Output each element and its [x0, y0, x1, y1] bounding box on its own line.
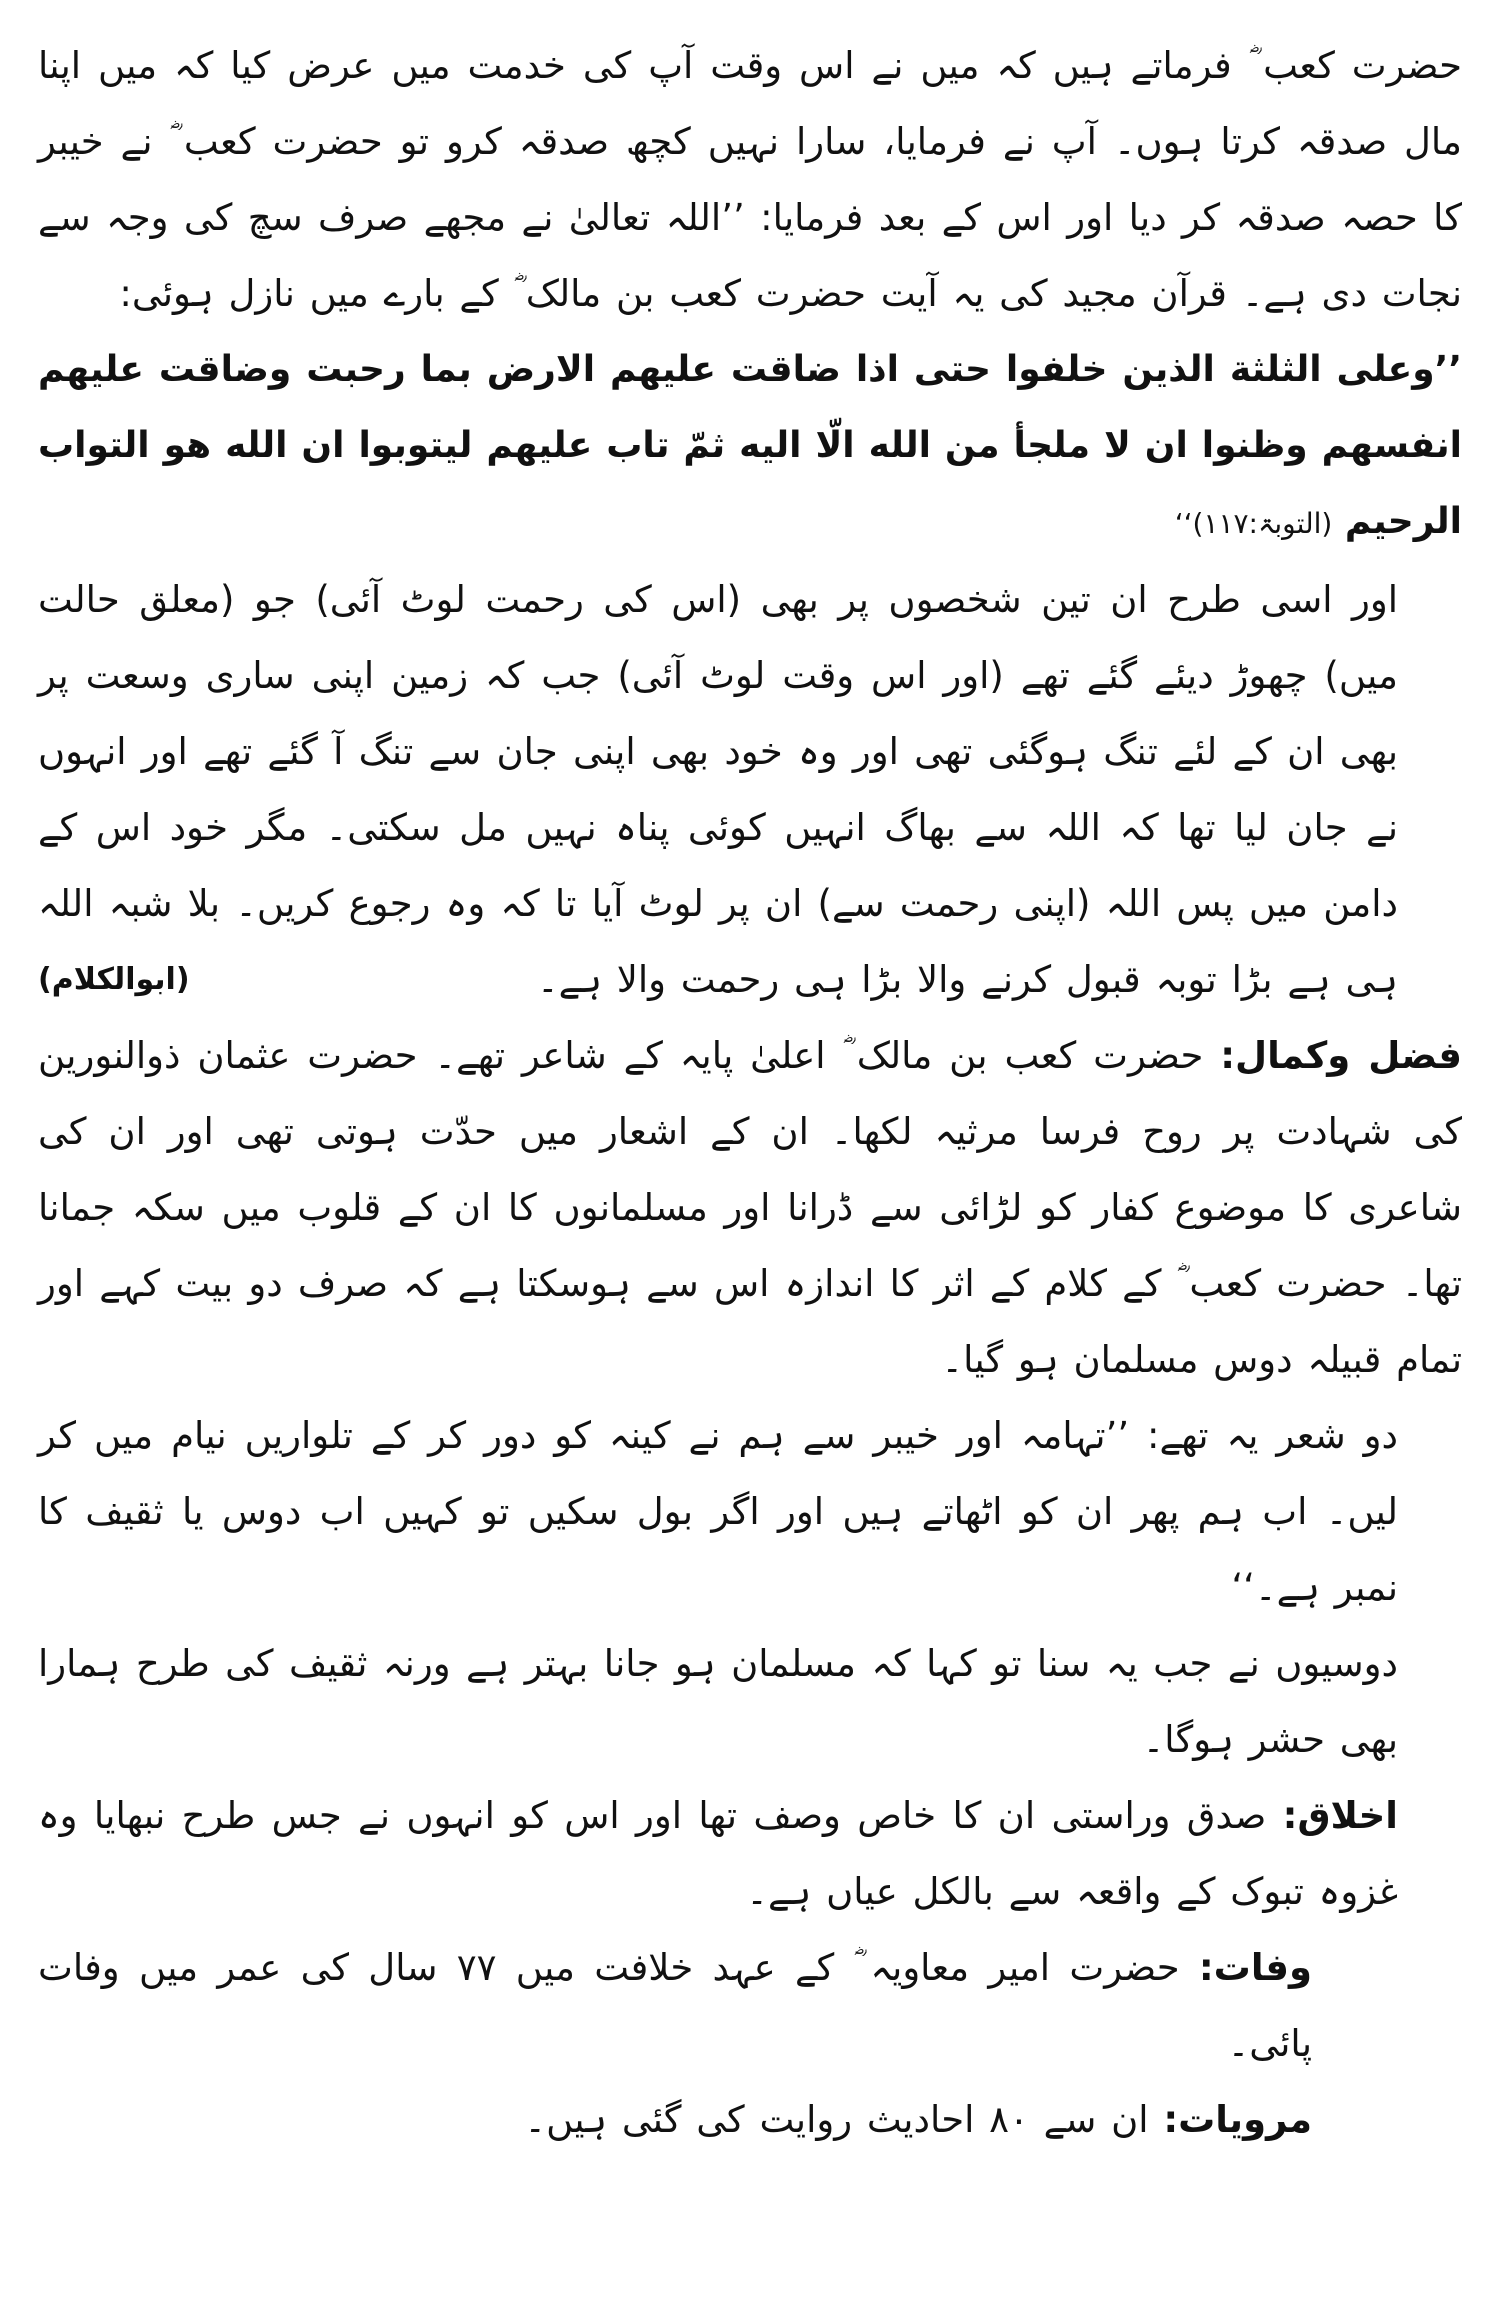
verse-reference: (التوبۃ:۱۱۷)‘‘ [1174, 507, 1333, 540]
marwiyat-text: ان سے ۸۰ احادیث روایت کی گئی ہیں۔ [524, 2098, 1164, 2141]
paragraph-akhlaq [38, 1778, 1462, 1930]
paragraph-dawsi-reaction: دوسیوں نے جب یہ سنا تو کہا کہ مسلمان ہو جانا بہتر ہے ورنہ ثقیف کی طرح ہمارا بھی حشر ہوگا۔ [38, 1642, 1398, 1761]
fazl-text: حضرت کعب بن مالک ؓ اعلیٰ پایہ کے شاعر تھے۔ حضرت عثمان ذوالنورین کی شہادت پر روح فرسا مرثیہ لکھا۔ ان کے اشعار میں حدّت ہوتی تھی اور ان کی شاعری کا موضوع کفار کو لڑائی سے ڈرانا اور مسلمانوں کا ان کے قلوب میں سکہ جمانا تھا۔ حضرت کعب ؓ کے کلام کے اثر کا اندازہ اس سے ہوسکتا ہے کہ صرف دو بیت کہے اور تمام قبیلہ دوس مسلمان ہو گیا۔ [38, 1034, 1462, 1381]
paragraph-kaab-charity: حضرت کعب ؓ فرماتے ہیں کہ میں نے اس وقت آپ کی خدمت میں عرض کیا کہ میں اپنا مال صدقہ کرتا ہوں۔ آپ نے فرمایا، سارا نہیں کچھ صدقہ کرو تو حضرت کعب ؓ نے خیبر کا حصہ صدقہ کر دیا اور اس کے بعد فرمایا: ’’اللہ تعالیٰ نے مجھے صرف سچ کی وجہ سے نجات دی ہے۔ قرآن مجید کی یہ آیت حضرت کعب بن مالک ؓ کے بارے میں نازل ہوئی: [38, 44, 1462, 315]
wafat-text: حضرت امیر معاویہ ؓ کے عہد خلافت میں ۷۷ سال کی عمر میں وفات پائی۔ [38, 1946, 1312, 2065]
translation-attribution: (ابوالکلام) [38, 962, 190, 997]
paragraph-two-couplets: دو شعر یہ تھے: ’’تہامہ اور خیبر سے ہم نے کینہ کو دور کر کے تلواریں نیام میں کر لیں۔ اب ہم پھر ان کو اٹھاتے ہیں اور اگر بول سکیں تو کہیں اب دوس یا ثقیف کا نمبر ہے۔‘‘ [38, 1414, 1398, 1609]
section-heading-marwiyat: مرویات: [1163, 2098, 1312, 2141]
section-heading-akhlaq: اخلاق: [1282, 1794, 1398, 1837]
paragraph-wafat [38, 1930, 1462, 2082]
paragraph-marwiyat [38, 2082, 1462, 2158]
translation-text: اور اسی طرح ان تین شخصوں پر بھی (اس کی رحمت لوٹ آئی) جو (معلق حالت میں) چھوڑ دیئے گئے تھے (اور اس وقت لوٹ آئی) جب کہ زمین اپنی ساری وسعت پر بھی ان کے لئے تنگ ہوگئی تھی اور وہ خود بھی اپنی جان سے تنگ آ گئے تھے اور انہوں نے جان لیا تھا کہ اللہ سے بھاگ انہیں کوئی پناہ نہیں مل سکتی۔ مگر خود اس کے دامن میں پس اللہ (اپنی رحمت سے) ان پر لوٹ آیا تا کہ وہ رجوع کریں۔ بلا شبہ اللہ ہی ہے بڑا توبہ قبول کرنے والا بڑا ہی رحمت والا ہے۔ [38, 578, 1398, 1001]
akhlaq-text: صدق وراستی ان کا خاص وصف تھا اور اس کو انہوں نے جس طرح نبھایا وہ غزوہ تبوک کے واقعہ سے بالکل عیاں ہے۔ [38, 1794, 1398, 1913]
section-heading-fazl: فضل وکمال: [1220, 1034, 1462, 1077]
paragraph-verse-translation [38, 562, 1462, 1018]
section-heading-wafat: وفات: [1198, 1946, 1312, 1989]
quran-verse-quote [38, 332, 1462, 562]
verse-text: ’’وعلی الثلثة الذین خلفوا حتی اذا ضاقت علیهم الارض بما رحبت وضاقت علیهم انفسهم وظنوا ان لا ملجأ من الله الّا الیه ثمّ تاب علیهم لیتوبوا ان الله هو التواب الرحیم [38, 349, 1462, 542]
paragraph-fazl-kamal [38, 1018, 1462, 1398]
